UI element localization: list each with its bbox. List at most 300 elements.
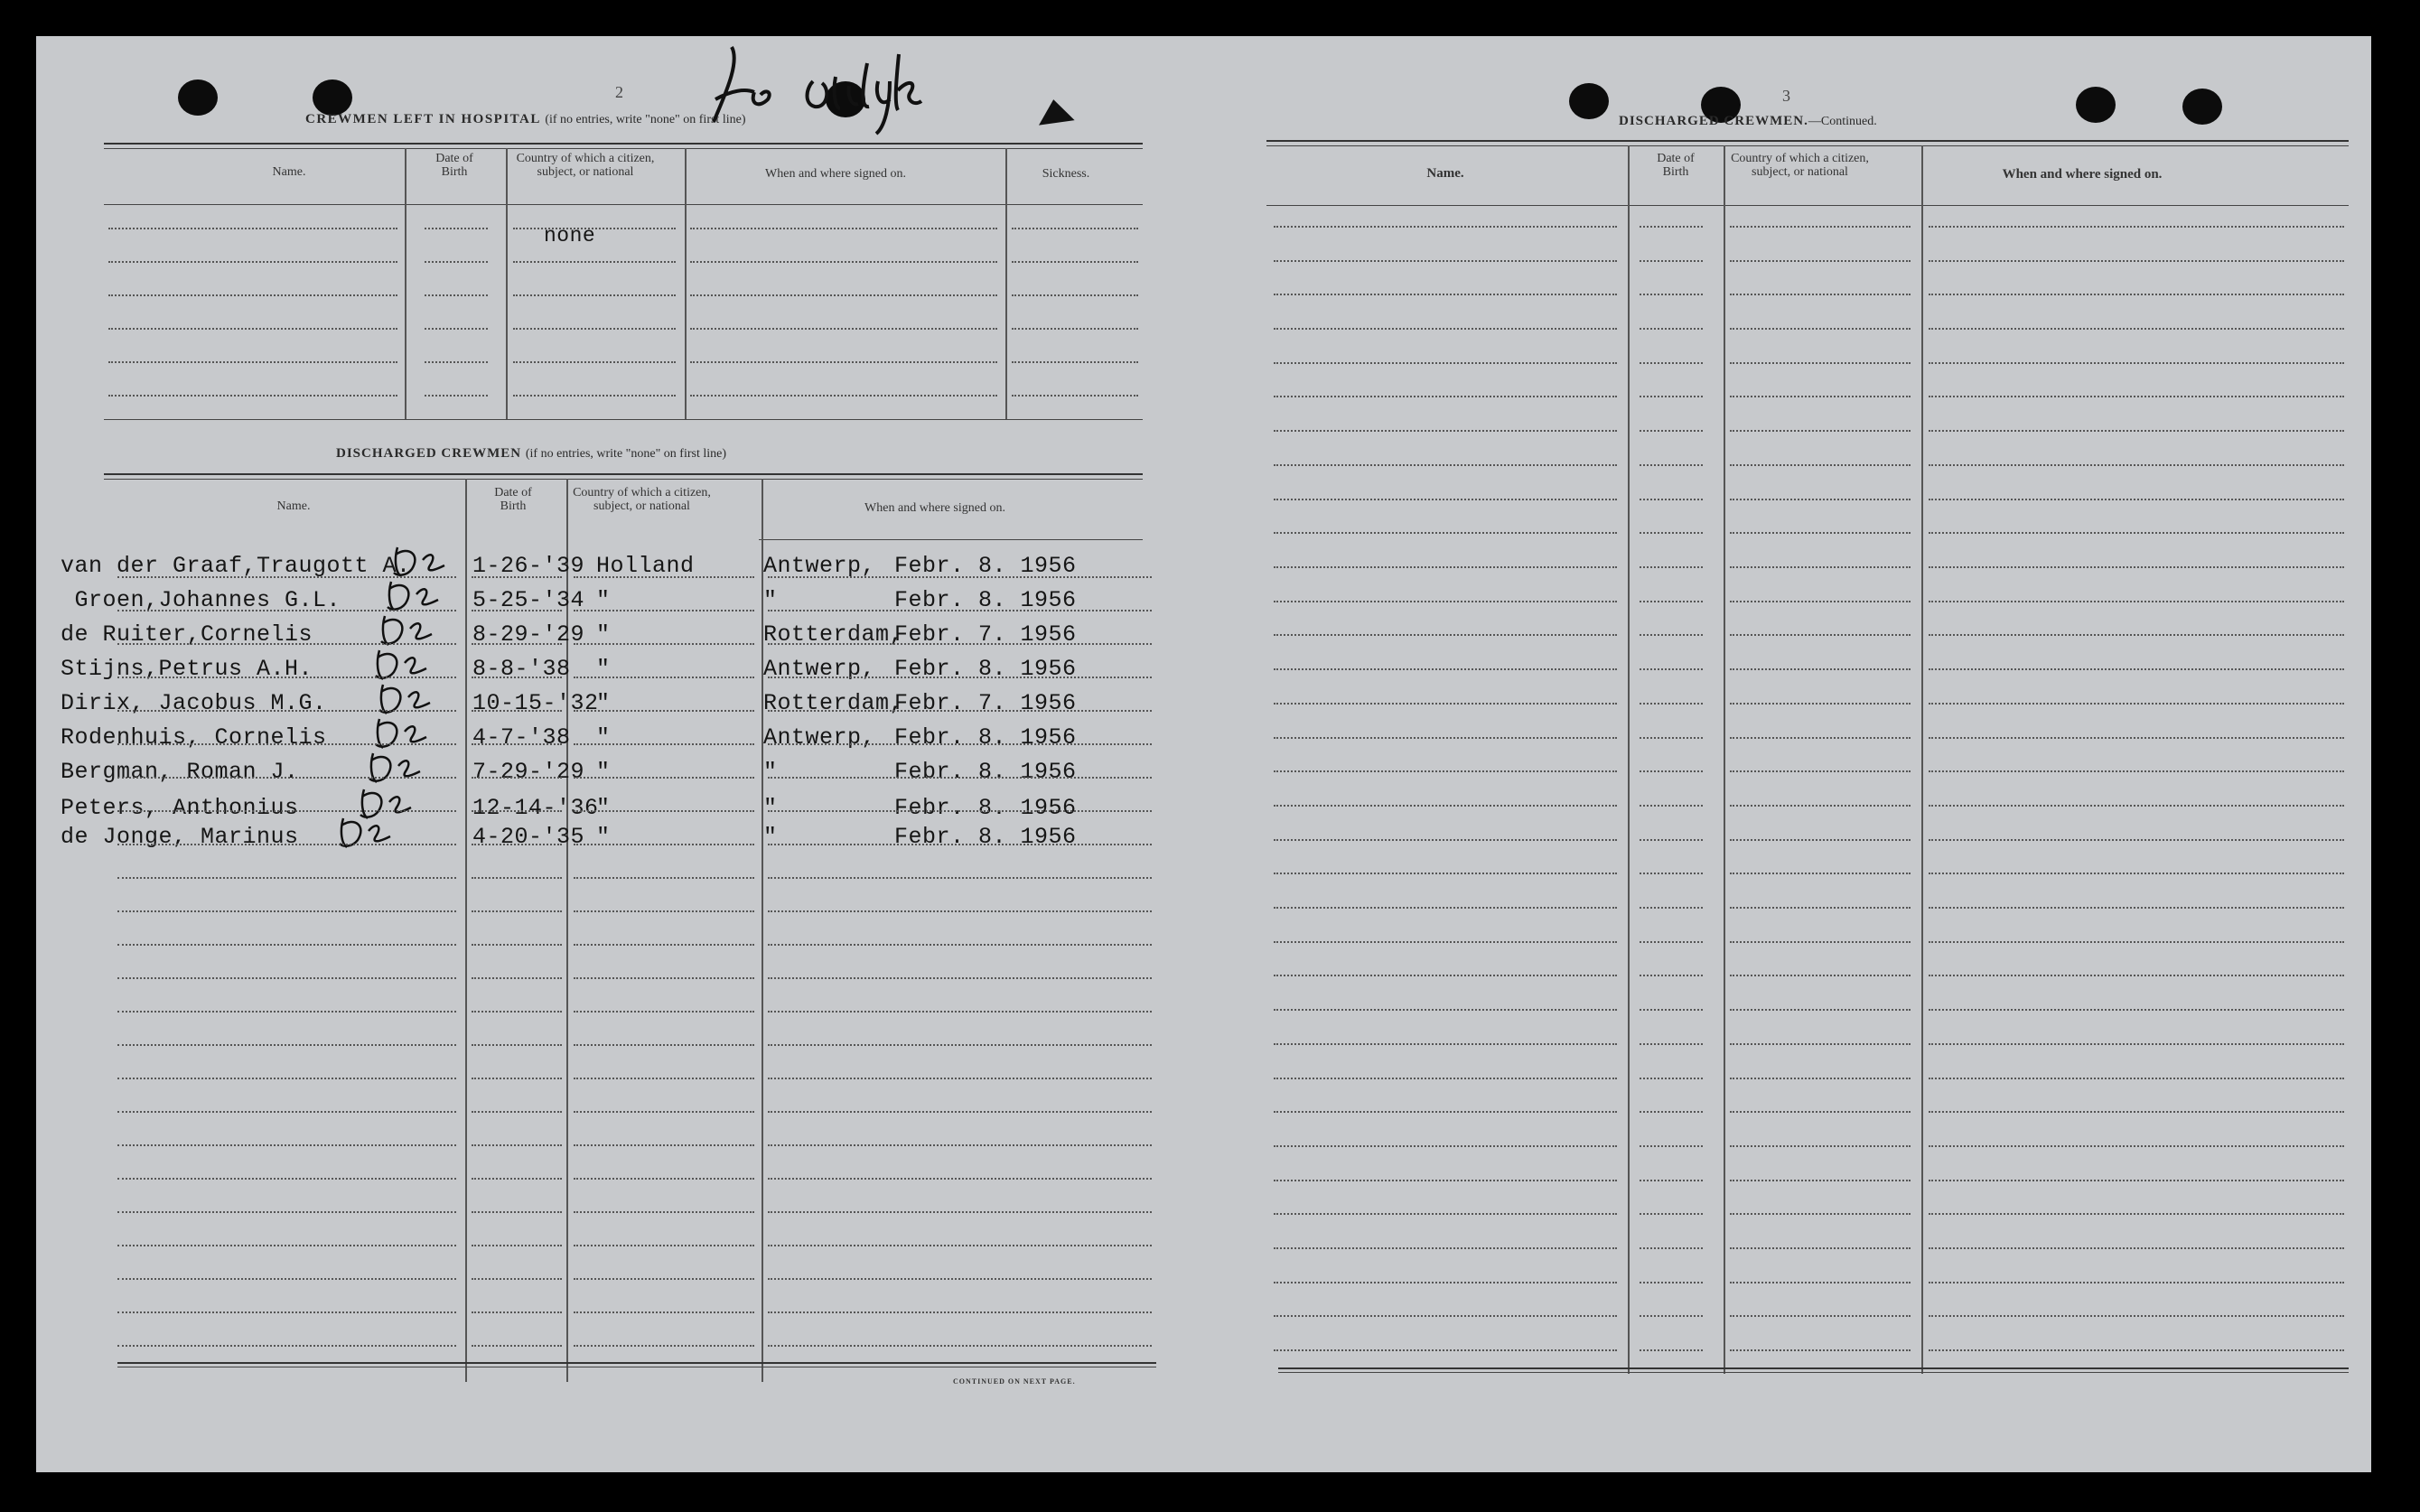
ruled-line — [1730, 566, 1911, 568]
ruled-line — [1730, 328, 1911, 330]
crew-country: " — [596, 759, 611, 785]
ruled-line — [1730, 1349, 1911, 1351]
ruled-line — [1730, 839, 1911, 841]
ruled-line — [1929, 532, 2344, 534]
crew-name: de Jonge, Marinus — [61, 824, 299, 850]
discharged-col-divider — [762, 479, 763, 1382]
ruled-line — [574, 1144, 754, 1146]
hospital-table-top-rule — [104, 143, 1143, 145]
ruled-line — [472, 777, 562, 779]
ruled-line — [513, 294, 676, 296]
crew-signed-date: Febr. 8. 1956 — [894, 553, 1077, 579]
ruled-line — [117, 810, 456, 812]
crew-dob: 8-29-'29 — [472, 621, 585, 648]
ruled-line — [1730, 532, 1911, 534]
ruled-line — [768, 1211, 1152, 1213]
right-table-top-rule — [1266, 140, 2349, 142]
ruled-line — [1730, 430, 1911, 432]
discharged-table-top-rule-2 — [104, 479, 1143, 480]
ruled-line — [472, 677, 562, 678]
ruled-line — [117, 944, 456, 946]
ruled-line — [472, 610, 562, 611]
ruled-line — [1730, 226, 1911, 228]
hospital-title-main: CREWMEN LEFT IN HOSPITAL — [305, 112, 541, 126]
ruled-line — [1640, 294, 1703, 295]
ruled-line — [472, 1078, 562, 1079]
ruled-line — [1640, 396, 1703, 397]
ruled-line — [1274, 1180, 1617, 1181]
ruled-line — [768, 777, 1152, 779]
ruled-line — [1640, 362, 1703, 364]
ruled-line — [1274, 499, 1617, 500]
ruled-line — [117, 977, 456, 979]
ruled-line — [1274, 1009, 1617, 1011]
ruled-line — [1012, 228, 1138, 229]
discharged-col-divider — [465, 479, 467, 1382]
ruled-line — [1274, 362, 1617, 364]
ruled-line — [472, 1044, 562, 1046]
ruled-line — [1730, 1213, 1911, 1215]
ruled-line — [1640, 1247, 1703, 1249]
ruled-line — [574, 1345, 754, 1347]
ruled-line — [117, 1044, 456, 1046]
right-col-signed: When and where signed on. — [2002, 167, 2163, 182]
ruled-line — [1274, 703, 1617, 705]
ruled-line — [1929, 634, 2344, 636]
right-col-divider — [1921, 145, 1923, 1374]
crew-dob: 10-15-'32 — [472, 690, 599, 716]
ruled-line — [574, 1111, 754, 1113]
ruled-line — [1640, 1315, 1703, 1317]
ruled-line — [1730, 1111, 1911, 1113]
ruled-line — [1640, 805, 1703, 807]
ruled-line — [768, 1278, 1152, 1280]
ruled-line — [1730, 1180, 1911, 1181]
discharged-col-divider — [566, 479, 568, 1382]
ruled-line — [472, 1278, 562, 1280]
ruled-line — [1274, 975, 1617, 976]
ruled-line — [117, 610, 456, 611]
ruled-line — [1640, 226, 1703, 228]
ruled-line — [1730, 770, 1911, 772]
discharged-col-dob: Date of Birth — [494, 486, 532, 513]
ruled-line — [1929, 839, 2344, 841]
crew-country: Holland — [596, 553, 695, 579]
ruled-line — [1929, 464, 2344, 466]
ruled-line — [1640, 532, 1703, 534]
ruled-line — [1640, 737, 1703, 739]
crew-country: " — [596, 795, 611, 821]
ruled-line — [1929, 1349, 2344, 1351]
discharged-table-bottom-rule — [117, 1362, 1156, 1364]
ruled-line — [1640, 703, 1703, 705]
discharged-title-note: (if no entries, write "none" on first line) — [525, 447, 727, 461]
ruled-line — [1012, 261, 1138, 263]
ruled-line — [768, 910, 1152, 912]
ruled-line — [574, 844, 754, 845]
crew-name: Dirix, Jacobus M.G. — [61, 690, 327, 716]
ruled-line — [472, 877, 562, 879]
ruled-line — [108, 395, 397, 397]
ruled-line — [1929, 1213, 2344, 1215]
ruled-line — [1730, 1247, 1911, 1249]
continued-title-main: DISCHARGED CREWMEN. — [1619, 114, 1808, 128]
ruled-line — [1730, 1078, 1911, 1079]
right-col-name: Name. — [1426, 166, 1464, 181]
ruled-line — [472, 844, 562, 845]
ruled-line — [690, 361, 997, 363]
discharged-title-main: DISCHARGED CREWMEN — [336, 446, 522, 461]
ruled-line — [1640, 566, 1703, 568]
ruled-line — [1640, 1213, 1703, 1215]
ruled-line — [768, 1178, 1152, 1180]
ruled-line — [574, 944, 754, 946]
hospital-col-signed: When and where signed on. — [765, 167, 906, 181]
ruled-line — [472, 977, 562, 979]
ruled-line — [768, 877, 1152, 879]
ruled-line — [1274, 941, 1617, 943]
ruled-line — [574, 910, 754, 912]
ruled-line — [1640, 1078, 1703, 1079]
ruled-line — [472, 1144, 562, 1146]
ink-blot — [1035, 97, 1074, 125]
ruled-line — [117, 777, 456, 779]
ruled-line — [1929, 328, 2344, 330]
ruled-line — [1730, 668, 1911, 670]
ruled-line — [108, 328, 397, 330]
hospital-header-rule — [104, 204, 1143, 205]
ruled-line — [1929, 703, 2344, 705]
crew-name: de Ruiter,Cornelis — [61, 621, 313, 648]
ruled-line — [472, 1245, 562, 1246]
page-number-left: 2 — [615, 83, 623, 101]
ruled-line — [1730, 975, 1911, 976]
ruled-line — [690, 395, 997, 397]
ruled-line — [1929, 668, 2344, 670]
ruled-line — [1730, 1282, 1911, 1283]
right-col-divider — [1724, 145, 1725, 1374]
ruled-line — [1730, 362, 1911, 364]
ruled-line — [1274, 260, 1617, 262]
crew-signed-date: Febr. 8. 1956 — [894, 724, 1077, 751]
continued-section-title — [1619, 114, 1877, 129]
ruled-line — [1640, 668, 1703, 670]
ruled-line — [1012, 328, 1138, 330]
ruled-line — [1929, 294, 2344, 295]
ruled-line — [1730, 1315, 1911, 1317]
handwritten-check-mark — [336, 813, 399, 853]
continued-footnote: CONTINUED ON NEXT PAGE. — [953, 1377, 1076, 1386]
ruled-line — [1274, 737, 1617, 739]
ruled-line — [1640, 1282, 1703, 1283]
crew-country: " — [596, 724, 611, 751]
ruled-line — [117, 1211, 456, 1213]
ruled-line — [1640, 873, 1703, 874]
ruled-line — [108, 361, 397, 363]
ruled-line — [1274, 430, 1617, 432]
hospital-col-name: Name. — [272, 165, 306, 179]
ruled-line — [117, 1144, 456, 1146]
ruled-line — [1012, 294, 1138, 296]
crew-signed-date: Febr. 8. 1956 — [894, 656, 1077, 682]
ruled-line — [1640, 941, 1703, 943]
ruled-line — [574, 1245, 754, 1246]
right-col-divider — [1628, 145, 1630, 1374]
crew-name: Groen,Johannes G.L. — [61, 587, 341, 613]
ruled-line — [1274, 396, 1617, 397]
crew-name: Rodenhuis, Cornelis — [61, 724, 327, 751]
crew-country: " — [596, 690, 611, 716]
ruled-line — [513, 261, 676, 263]
ruled-line — [1640, 1180, 1703, 1181]
ruled-line — [1640, 464, 1703, 466]
ruled-line — [108, 261, 397, 263]
crew-signed-place: Rotterdam, — [763, 690, 904, 716]
ruled-line — [1012, 395, 1138, 397]
ruled-line — [513, 228, 676, 229]
punch-hole — [2182, 89, 2222, 125]
ruled-line — [117, 844, 456, 845]
hospital-entry-none: none — [544, 224, 596, 247]
right-col-country: Country of which a citizen, subject, or national — [1731, 152, 1869, 179]
ruled-line — [117, 910, 456, 912]
crew-signed-place: " — [763, 795, 778, 821]
ruled-line — [1012, 361, 1138, 363]
hospital-title-note: (if no entries, write "none" on first line) — [545, 113, 746, 126]
ruled-line — [1730, 464, 1911, 466]
ruled-line — [768, 1144, 1152, 1146]
discharged-table-top-rule — [104, 473, 1143, 475]
ruled-line — [768, 977, 1152, 979]
punch-hole — [313, 79, 352, 116]
crew-signed-date: Febr. 8. 1956 — [894, 587, 1077, 613]
ruled-line — [472, 1211, 562, 1213]
ruled-line — [690, 261, 997, 263]
ruled-line — [1929, 1180, 2344, 1181]
ruled-line — [1929, 805, 2344, 807]
ruled-line — [1274, 1145, 1617, 1147]
ruled-line — [1640, 907, 1703, 909]
ruled-line — [1274, 464, 1617, 466]
ruled-line — [574, 677, 754, 678]
document-paper — [36, 36, 2371, 1472]
ruled-line — [1274, 566, 1617, 568]
ruled-line — [574, 643, 754, 645]
ruled-line — [425, 395, 488, 397]
ruled-line — [513, 328, 676, 330]
crew-name: van der Graaf,Traugott A. — [61, 553, 411, 579]
ruled-line — [1730, 294, 1911, 295]
right-table-bottom-rule-2 — [1278, 1372, 2349, 1373]
ruled-line — [574, 977, 754, 979]
ruled-line — [425, 294, 488, 296]
ruled-line — [1929, 1078, 2344, 1079]
ruled-line — [1274, 1349, 1617, 1351]
hospital-table-top-rule-2 — [104, 148, 1143, 149]
ruled-line — [1929, 1009, 2344, 1011]
ruled-line — [1730, 260, 1911, 262]
ruled-line — [1274, 668, 1617, 670]
ruled-line — [1274, 873, 1617, 874]
crew-country: " — [596, 824, 611, 850]
crew-dob: 1-26-'39 — [472, 553, 585, 579]
ruled-line — [1640, 839, 1703, 841]
ruled-line — [1274, 907, 1617, 909]
crew-signed-date: Febr. 7. 1956 — [894, 621, 1077, 648]
ruled-line — [1730, 499, 1911, 500]
ruled-line — [768, 1245, 1152, 1246]
ruled-line — [472, 743, 562, 745]
hospital-col-divider — [1005, 148, 1007, 419]
ruled-line — [1274, 1043, 1617, 1045]
right-table-bottom-rule — [1278, 1367, 2349, 1369]
ruled-line — [1929, 1315, 2344, 1317]
ruled-line — [768, 844, 1152, 845]
ruled-line — [108, 294, 397, 296]
crew-signed-place: " — [763, 587, 778, 613]
ruled-line — [1640, 1349, 1703, 1351]
ruled-line — [1640, 601, 1703, 602]
ruled-line — [1730, 396, 1911, 397]
crew-dob: 4-20-'35 — [472, 824, 585, 850]
ruled-line — [1274, 634, 1617, 636]
ruled-line — [117, 1311, 456, 1313]
ruled-line — [1730, 1043, 1911, 1045]
continued-title-note: —Continued. — [1808, 115, 1877, 128]
discharged-header-rule — [759, 539, 1143, 540]
ruled-line — [768, 576, 1152, 578]
right-header-rule — [1266, 205, 2349, 206]
ruled-line — [472, 810, 562, 812]
discharged-col-name: Name. — [276, 499, 311, 513]
crew-signed-place: Antwerp, — [763, 724, 876, 751]
ruled-line — [117, 710, 456, 712]
punch-hole — [178, 79, 218, 116]
ruled-line — [1274, 770, 1617, 772]
ruled-line — [1730, 805, 1911, 807]
ruled-line — [1274, 601, 1617, 602]
ruled-line — [1929, 499, 2344, 500]
ruled-line — [1274, 1213, 1617, 1215]
ruled-line — [574, 610, 754, 611]
crew-name: Bergman, Roman J. — [61, 759, 299, 785]
ruled-line — [425, 261, 488, 263]
ruled-line — [1274, 1247, 1617, 1249]
ruled-line — [1929, 1247, 2344, 1249]
punch-hole — [2076, 87, 2116, 123]
ruled-line — [574, 777, 754, 779]
ruled-line — [117, 1178, 456, 1180]
ruled-line — [768, 1011, 1152, 1013]
ruled-line — [108, 228, 397, 229]
ruled-line — [1640, 634, 1703, 636]
hospital-col-country: Country of which a citizen, subject, or national — [516, 152, 655, 179]
ruled-line — [472, 944, 562, 946]
right-col-dob: Date of Birth — [1657, 152, 1695, 179]
ruled-line — [472, 910, 562, 912]
ruled-line — [1640, 499, 1703, 500]
crew-signed-place: " — [763, 824, 778, 850]
ruled-line — [1929, 226, 2344, 228]
crew-signed-place: Rotterdam, — [763, 621, 904, 648]
ruled-line — [768, 677, 1152, 678]
ruled-line — [472, 643, 562, 645]
ruled-line — [1929, 1145, 2344, 1147]
crew-signed-place: Antwerp, — [763, 553, 876, 579]
ruled-line — [513, 395, 676, 397]
ruled-line — [472, 1311, 562, 1313]
ruled-line — [768, 710, 1152, 712]
ruled-line — [472, 1011, 562, 1013]
ruled-line — [1274, 1111, 1617, 1113]
discharged-col-signed: When and where signed on. — [864, 501, 1005, 515]
crew-name: Peters, Anthonius — [61, 795, 299, 821]
ruled-line — [768, 610, 1152, 611]
ruled-line — [1730, 1009, 1911, 1011]
ruled-line — [690, 328, 997, 330]
ruled-line — [768, 1044, 1152, 1046]
ruled-line — [425, 328, 488, 330]
ruled-line — [574, 1311, 754, 1313]
ruled-line — [1730, 1145, 1911, 1147]
crew-signed-date: Febr. 8. 1956 — [894, 795, 1077, 821]
ruled-line — [574, 1211, 754, 1213]
ruled-line — [472, 576, 562, 578]
ruled-line — [1730, 873, 1911, 874]
ruled-line — [1640, 260, 1703, 262]
ruled-line — [425, 361, 488, 363]
crew-name: Stijns,Petrus A.H. — [61, 656, 313, 682]
ruled-line — [1929, 601, 2344, 602]
hospital-col-sickness: Sickness. — [1042, 167, 1090, 181]
ruled-line — [1274, 532, 1617, 534]
ruled-line — [1929, 873, 2344, 874]
hospital-col-divider — [405, 148, 406, 419]
ruled-line — [690, 228, 997, 229]
ruled-line — [1929, 260, 2344, 262]
ruled-line — [513, 361, 676, 363]
ruled-line — [1640, 430, 1703, 432]
crew-dob: 12-14-'36 — [472, 795, 599, 821]
ruled-line — [117, 1078, 456, 1079]
ruled-line — [768, 810, 1152, 812]
ruled-line — [425, 228, 488, 229]
ruled-line — [1730, 941, 1911, 943]
hospital-table-bottom-rule — [104, 419, 1143, 420]
discharged-section-title — [336, 446, 726, 462]
ruled-line — [117, 1111, 456, 1113]
ruled-line — [117, 1345, 456, 1347]
ruled-line — [1274, 328, 1617, 330]
crew-signed-date: Febr. 7. 1956 — [894, 690, 1077, 716]
ruled-line — [1640, 1145, 1703, 1147]
crew-signed-date: Febr. 8. 1956 — [894, 759, 1077, 785]
ruled-line — [117, 677, 456, 678]
ruled-line — [1274, 1078, 1617, 1079]
ruled-line — [1640, 1009, 1703, 1011]
hospital-section-title — [305, 112, 745, 127]
crew-dob: 7-29-'29 — [472, 759, 585, 785]
crew-signed-date: Febr. 8. 1956 — [894, 824, 1077, 850]
ruled-line — [574, 576, 754, 578]
hospital-col-divider — [506, 148, 508, 419]
ruled-line — [1929, 1282, 2344, 1283]
ruled-line — [117, 877, 456, 879]
ruled-line — [768, 1345, 1152, 1347]
hospital-col-divider — [685, 148, 687, 419]
ruled-line — [574, 810, 754, 812]
ruled-line — [574, 743, 754, 745]
